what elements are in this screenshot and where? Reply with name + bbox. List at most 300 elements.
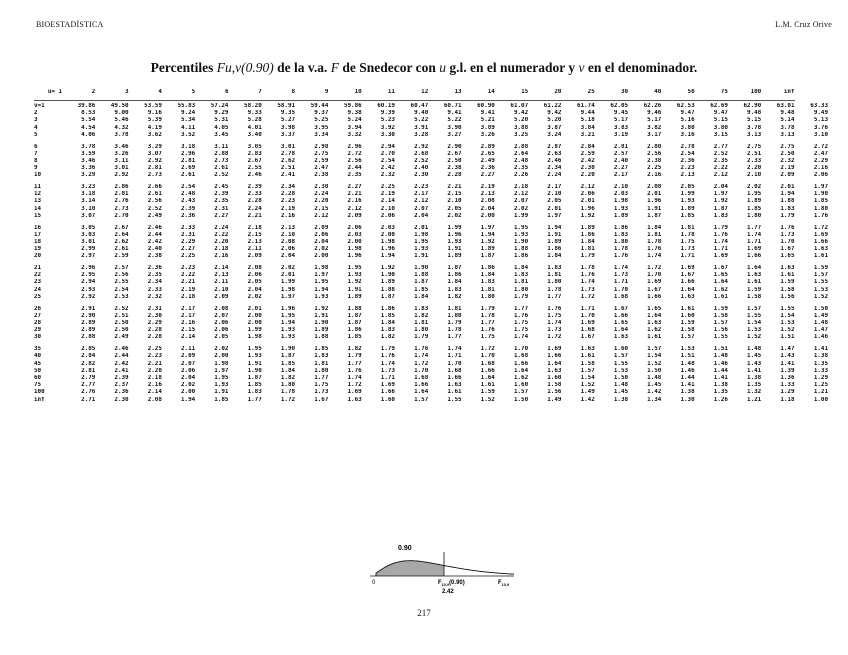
table-cell: 1.81	[580, 246, 595, 253]
table-cell: 2.00	[247, 312, 262, 319]
area-label: 0.90	[398, 545, 412, 552]
table-cell: 9.29	[214, 110, 229, 117]
table-cell: 3.78	[747, 124, 762, 131]
table-cell: 2.31	[147, 305, 162, 312]
table-cell: 9.41	[480, 110, 495, 117]
table-cell: 1.52	[580, 382, 595, 389]
table-cell: 1.83	[380, 327, 395, 334]
table-cell: 2.61	[114, 246, 129, 253]
table-cell: 2.20	[580, 172, 595, 179]
table-cell: 2.07	[214, 312, 229, 319]
column-header: 100	[750, 89, 762, 96]
table-cell: 1.93	[513, 231, 529, 238]
table-cell: 2.69	[181, 165, 196, 172]
table-cell: 2.17	[547, 184, 562, 191]
table-cell: 1.85	[347, 334, 362, 341]
table-cell: 2.38	[147, 253, 162, 260]
row-label: 13	[34, 198, 42, 205]
table-cell: 1.78	[447, 327, 462, 334]
table-cell: 3.30	[380, 131, 395, 138]
row-label: 4	[34, 124, 38, 131]
table-cell: 1.25	[813, 382, 828, 389]
table-cell: 2.57	[613, 150, 629, 157]
table-cell: 1.97	[314, 272, 329, 279]
table-cell: 2.13	[214, 272, 229, 279]
row-label: 17	[34, 231, 42, 238]
table-cell: 1.86	[547, 246, 562, 253]
table-row	[34, 184, 828, 191]
table-cell: 5.22	[414, 117, 429, 124]
table-cell: 3.45	[214, 131, 229, 138]
table-cell: 2.16	[647, 172, 662, 179]
table-cell: 1.94	[480, 231, 495, 238]
table-cell: 1.80	[414, 327, 429, 334]
table-cell: 2.23	[181, 265, 196, 272]
table-cell: 2.10	[447, 198, 462, 205]
table-cell: 1.36	[780, 374, 795, 381]
table-cell: 1.34	[647, 396, 662, 403]
column-header: 8	[291, 89, 296, 96]
table-cell: 2.28	[280, 191, 296, 198]
table-cell: 60.47	[410, 103, 429, 109]
table-cell: 3.40	[247, 131, 262, 138]
table-cell: 2.20	[747, 165, 762, 172]
table-cell: 1.99	[680, 191, 695, 198]
table-cell: 9.24	[181, 110, 196, 117]
table-row	[34, 151, 828, 158]
column-header: inf	[783, 89, 795, 96]
table-cell: 2.17	[613, 172, 629, 179]
table-row	[34, 397, 828, 404]
table-cell: 1.99	[513, 212, 529, 219]
table-cell: 57.24	[210, 103, 229, 109]
table-cell: 2.00	[247, 319, 262, 326]
table-cell: 2.81	[81, 367, 96, 374]
row-label: 6	[34, 143, 38, 150]
table-cell: 2.12	[580, 184, 595, 191]
table-cell: 2.15	[447, 191, 462, 198]
table-cell: 1.66	[647, 293, 662, 300]
row-label: inf	[34, 396, 45, 403]
table-cell: 1.70	[513, 346, 529, 353]
table-row	[34, 110, 828, 117]
table-cell: 3.89	[480, 124, 495, 131]
table-row	[34, 272, 828, 279]
table-cell: 1.83	[513, 272, 529, 279]
table-cell: 1.96	[647, 198, 662, 205]
table-cell: 2.78	[680, 143, 695, 150]
table-row	[34, 279, 828, 286]
table-cell: 1.85	[747, 205, 762, 212]
table-cell: 2.68	[414, 150, 429, 157]
table-cell: 2.32	[380, 172, 395, 179]
page-title	[0, 60, 848, 76]
shaded-area	[376, 561, 444, 576]
table-cell: 2.15	[181, 327, 196, 334]
table-cell: 1.91	[447, 246, 462, 253]
table-cell: 2.51	[114, 312, 129, 319]
table-cell: 1.51	[680, 353, 695, 360]
table-cell: 2.21	[347, 191, 362, 198]
table-cell: 3.17	[647, 131, 662, 138]
table-cell: 2.19	[181, 286, 196, 293]
table-cell: 1.53	[813, 286, 828, 293]
table-cell: 3.18	[81, 191, 96, 198]
table-cell: 1.53	[680, 346, 695, 353]
table-cell: 4.32	[114, 124, 129, 131]
table-row	[34, 306, 828, 313]
table-cell: 1.85	[414, 286, 429, 293]
table-cell: 9.42	[513, 110, 529, 117]
table-cell: 2.83	[247, 150, 262, 157]
row-label: 2	[34, 110, 38, 117]
table-cell: 1.81	[314, 360, 329, 367]
row-label: 60	[34, 374, 42, 381]
table-cell: 1.58	[547, 382, 562, 389]
table-cell: 1.74	[613, 265, 629, 272]
table-cell: 1.54	[580, 374, 595, 381]
table-cell: 2.92	[81, 293, 96, 300]
table-cell: 2.72	[347, 150, 362, 157]
table-cell: 1.85	[314, 346, 329, 353]
origin-label: 0	[372, 580, 376, 586]
table-cell: 1.48	[647, 374, 662, 381]
table-cell: 3.24	[547, 131, 562, 138]
table-cell: 1.90	[314, 319, 329, 326]
table-cell: 2.50	[114, 319, 129, 326]
table-cell: 1.93	[347, 272, 362, 279]
table-cell: 60.19	[377, 103, 395, 109]
table-cell: 1.38	[813, 353, 828, 360]
table-cell: 2.39	[214, 191, 229, 198]
table-cell: 2.45	[214, 184, 229, 191]
table-cell: 2.01	[414, 224, 429, 231]
axis-f: F	[498, 580, 502, 586]
table-cell: 3.80	[713, 124, 728, 131]
table-cell: 2.91	[81, 305, 96, 312]
row-label: 18	[34, 238, 42, 245]
table-cell: 2.11	[247, 246, 262, 253]
table-cell: 1.35	[813, 360, 828, 367]
table-cell: 2.35	[713, 157, 728, 164]
table-cell: 1.66	[513, 360, 529, 367]
table-cell: 2.61	[214, 165, 229, 172]
table-cell: 9.38	[347, 110, 362, 117]
table-cell: 1.97	[547, 212, 562, 219]
table-cell: 3.23	[81, 184, 96, 191]
table-cell: 1.45	[647, 382, 662, 389]
table-cell: 1.68	[480, 360, 495, 367]
title-mid3: g.l. en el numerador y	[449, 60, 576, 75]
table-cell: 1.96	[380, 246, 395, 253]
table-cell: 9.48	[747, 110, 762, 117]
table-cell: 2.49	[147, 212, 162, 219]
table-cell: 2.01	[280, 272, 296, 279]
table-cell: 1.98	[613, 198, 629, 205]
table-cell: 1.68	[447, 367, 462, 374]
table-cell: 2.04	[247, 286, 262, 293]
table-cell: 2.09	[347, 212, 362, 219]
table-cell: 1.52	[647, 360, 662, 367]
table-cell: 2.14	[214, 265, 229, 272]
table-cell: 1.79	[447, 319, 462, 326]
table-cell: 1.66	[547, 353, 562, 360]
table-cell: 2.01	[547, 205, 562, 212]
table-cell: 60.71	[443, 103, 462, 109]
table-cell: 2.18	[513, 184, 529, 191]
table-cell: 1.90	[247, 367, 262, 374]
table-cell: 2.13	[480, 191, 495, 198]
table-cell: 1.56	[780, 293, 795, 300]
table-cell: 63.33	[810, 103, 828, 109]
table-cell: 1.61	[780, 272, 795, 279]
table-cell: 1.35	[713, 389, 728, 396]
table-cell: 2.06	[214, 327, 229, 334]
table-cell: 1.95	[414, 238, 429, 245]
table-cell: 2.42	[114, 360, 129, 367]
table-cell: 2.77	[81, 382, 96, 389]
table-cell: 1.48	[613, 382, 629, 389]
table-cell: 2.41	[114, 367, 129, 374]
table-cell: 1.67	[613, 305, 629, 312]
table-cell: 1.96	[347, 253, 362, 260]
column-header: 3	[125, 89, 129, 96]
table-cell: 1.76	[580, 272, 595, 279]
table-cell: 2.38	[647, 157, 662, 164]
table-cell: 1.74	[347, 374, 362, 381]
table-cell: 1.78	[547, 286, 562, 293]
table-cell: 2.27	[181, 246, 196, 253]
table-cell: 1.91	[647, 205, 662, 212]
table-cell: 2.13	[680, 172, 695, 179]
table-cell: 1.84	[280, 367, 296, 374]
table-cell: 1.81	[480, 286, 495, 293]
table-cell: 1.81	[447, 305, 462, 312]
table-cell: 1.76	[613, 253, 629, 260]
table-cell: 1.84	[447, 279, 462, 286]
table-cell: 1.38	[747, 374, 762, 381]
table-cell: 2.57	[114, 265, 129, 272]
table-cell: 1.41	[680, 382, 695, 389]
table-cell: 1.87	[713, 205, 728, 212]
table-cell: 2.08	[147, 396, 162, 403]
table-cell: 1.72	[547, 334, 562, 341]
table-cell: 1.88	[380, 286, 395, 293]
table-cell: 9.45	[613, 110, 629, 117]
table-cell: 1.29	[813, 374, 828, 381]
table-cell: 5.17	[647, 117, 662, 124]
table-cell: 2.52	[414, 157, 429, 164]
table-cell: 2.10	[380, 205, 395, 212]
table-cell: 1.97	[813, 184, 828, 191]
table-cell: 1.47	[813, 327, 828, 334]
table-cell: 1.91	[214, 389, 229, 396]
table-cell: 5.27	[280, 117, 296, 124]
table-cell: 2.08	[480, 198, 495, 205]
table-cell: 2.42	[580, 157, 595, 164]
title-post: en el denominador.	[587, 60, 698, 75]
row-label: 10	[34, 172, 42, 179]
table-cell: 1.66	[613, 312, 629, 319]
table-cell: 2.55	[114, 279, 129, 286]
table-cell: 1.48	[813, 319, 828, 326]
table-cell: 9.33	[247, 110, 262, 117]
table-cell: 1.83	[480, 279, 495, 286]
table-cell: 1.50	[647, 367, 662, 374]
table-cell: 2.14	[380, 198, 395, 205]
table-cell: 2.06	[813, 172, 828, 179]
table-body	[34, 101, 828, 404]
table-cell: 2.90	[447, 143, 462, 150]
table-cell: 2.29	[147, 319, 162, 326]
table-cell: 1.89	[314, 327, 329, 334]
running-header-title: BIOESTADÍSTICA	[36, 20, 104, 29]
table-cell: 1.84	[647, 224, 662, 231]
table-cell: 62.53	[676, 103, 695, 109]
table-cell: 2.14	[181, 334, 196, 341]
row-label: 20	[34, 253, 42, 260]
table-cell: 2.00	[214, 353, 229, 360]
table-cell: 2.01	[580, 198, 595, 205]
table-cell: 3.05	[247, 143, 262, 150]
table-cell: 3.34	[314, 131, 329, 138]
table-cell: 3.84	[580, 124, 595, 131]
table-row	[34, 265, 828, 272]
table-cell: 59.44	[310, 103, 329, 109]
row-label: 35	[34, 346, 42, 353]
table-cell: 1.55	[813, 279, 828, 286]
title-f: F	[330, 60, 340, 75]
table-cell: 1.89	[613, 212, 629, 219]
table-cell: 1.79	[713, 224, 728, 231]
table-cell: 1.69	[547, 346, 562, 353]
table-cell: 2.07	[414, 205, 429, 212]
table-cell: 1.49	[547, 396, 562, 403]
row-label: 45	[34, 360, 42, 367]
table-cell: 2.36	[680, 157, 695, 164]
row-label: 25	[34, 293, 42, 300]
table-cell: 61.22	[543, 103, 562, 109]
table-cell: 1.92	[347, 279, 362, 286]
table-cell: 1.53	[613, 367, 629, 374]
table-cell: 2.17	[181, 312, 196, 319]
table-cell: 2.20	[214, 238, 229, 245]
table-cell: 2.49	[114, 334, 129, 341]
table-cell: 1.75	[480, 334, 495, 341]
table-cell: 1.70	[447, 360, 462, 367]
table-cell: 1.57	[613, 353, 629, 360]
table-cell: 2.73	[114, 205, 129, 212]
table-cell: 1.73	[380, 367, 395, 374]
table-cell: 9.42	[547, 110, 562, 117]
row-label: 3	[34, 117, 38, 124]
table-cell: 1.99	[247, 327, 262, 334]
table-cell: 2.86	[114, 184, 129, 191]
table-cell: 2.42	[147, 238, 162, 245]
table-cell: 1.59	[780, 279, 795, 286]
table-cell: 1.45	[613, 389, 629, 396]
table-cell: 3.28	[414, 131, 429, 138]
table-cell: 3.26	[480, 131, 495, 138]
table-cell: 9.47	[713, 110, 728, 117]
table-cell: 5.20	[513, 117, 529, 124]
column-header: 14	[487, 89, 495, 96]
table-row	[34, 198, 828, 205]
running-header-author: L.M. Cruz Orive	[775, 20, 832, 29]
table-cell: 1.35	[747, 382, 762, 389]
table-cell: 1.75	[513, 319, 529, 326]
table-cell: 2.89	[81, 327, 96, 334]
table-cell: 1.96	[280, 305, 296, 312]
table-cell: 1.81	[680, 224, 695, 231]
table-cell: 1.57	[680, 334, 695, 341]
table-cell: 2.08	[280, 238, 296, 245]
table-cell: 2.22	[181, 272, 196, 279]
table-cell: 1.69	[580, 319, 595, 326]
table-cell: 1.93	[447, 238, 462, 245]
table-cell: 1.98	[380, 238, 395, 245]
table-cell: 1.64	[680, 286, 695, 293]
table-cell: 2.56	[647, 150, 662, 157]
table-cell: 1.80	[314, 367, 329, 374]
table-cell: 1.79	[780, 212, 795, 219]
table-cell: 1.54	[747, 319, 762, 326]
table-cell: 9.39	[380, 110, 395, 117]
table-cell: 1.97	[214, 367, 229, 374]
table-cell: 5.25	[314, 117, 329, 124]
column-header: 10	[354, 89, 362, 96]
table-cell: 2.23	[414, 184, 429, 191]
table-cell: 2.53	[114, 293, 129, 300]
table-cell: 2.02	[447, 212, 462, 219]
table-cell: 2.92	[147, 157, 162, 164]
table-cell: 1.89	[547, 238, 562, 245]
table-cell: 1.80	[747, 212, 762, 219]
table-cell: 61.07	[510, 103, 529, 109]
table-row	[34, 225, 828, 232]
table-cell: 5.20	[547, 117, 562, 124]
table-cell: 2.92	[114, 172, 129, 179]
table-cell: 3.59	[81, 150, 96, 157]
table-cell: 2.02	[181, 382, 196, 389]
table-row	[34, 368, 828, 375]
table-cell: 5.24	[347, 117, 362, 124]
table-cell: 4.01	[247, 124, 262, 131]
table-cell: 5.39	[147, 117, 162, 124]
table-cell: 1.80	[513, 286, 529, 293]
table-cell: 1.52	[813, 293, 828, 300]
table-cell: 2.80	[647, 143, 662, 150]
table-cell: 1.72	[580, 293, 595, 300]
table-cell: 1.71	[613, 279, 629, 286]
table-row	[34, 213, 828, 220]
table-cell: 1.38	[680, 389, 695, 396]
table-cell: 2.34	[147, 279, 162, 286]
table-cell: 2.84	[580, 143, 595, 150]
table-cell: 3.16	[680, 131, 695, 138]
table-cell: 2.08	[247, 265, 262, 272]
title-pre: Percentiles	[150, 60, 214, 75]
table-cell: 1.68	[580, 327, 595, 334]
table-cell: 9.49	[813, 110, 828, 117]
table-cell: 1.67	[680, 272, 695, 279]
table-cell: 2.15	[247, 231, 262, 238]
table-cell: 2.48	[181, 191, 196, 198]
table-cell: 2.30	[147, 312, 162, 319]
table-cell: 3.87	[547, 124, 562, 131]
table-cell: 3.25	[513, 131, 529, 138]
table-cell: 2.46	[114, 346, 129, 353]
